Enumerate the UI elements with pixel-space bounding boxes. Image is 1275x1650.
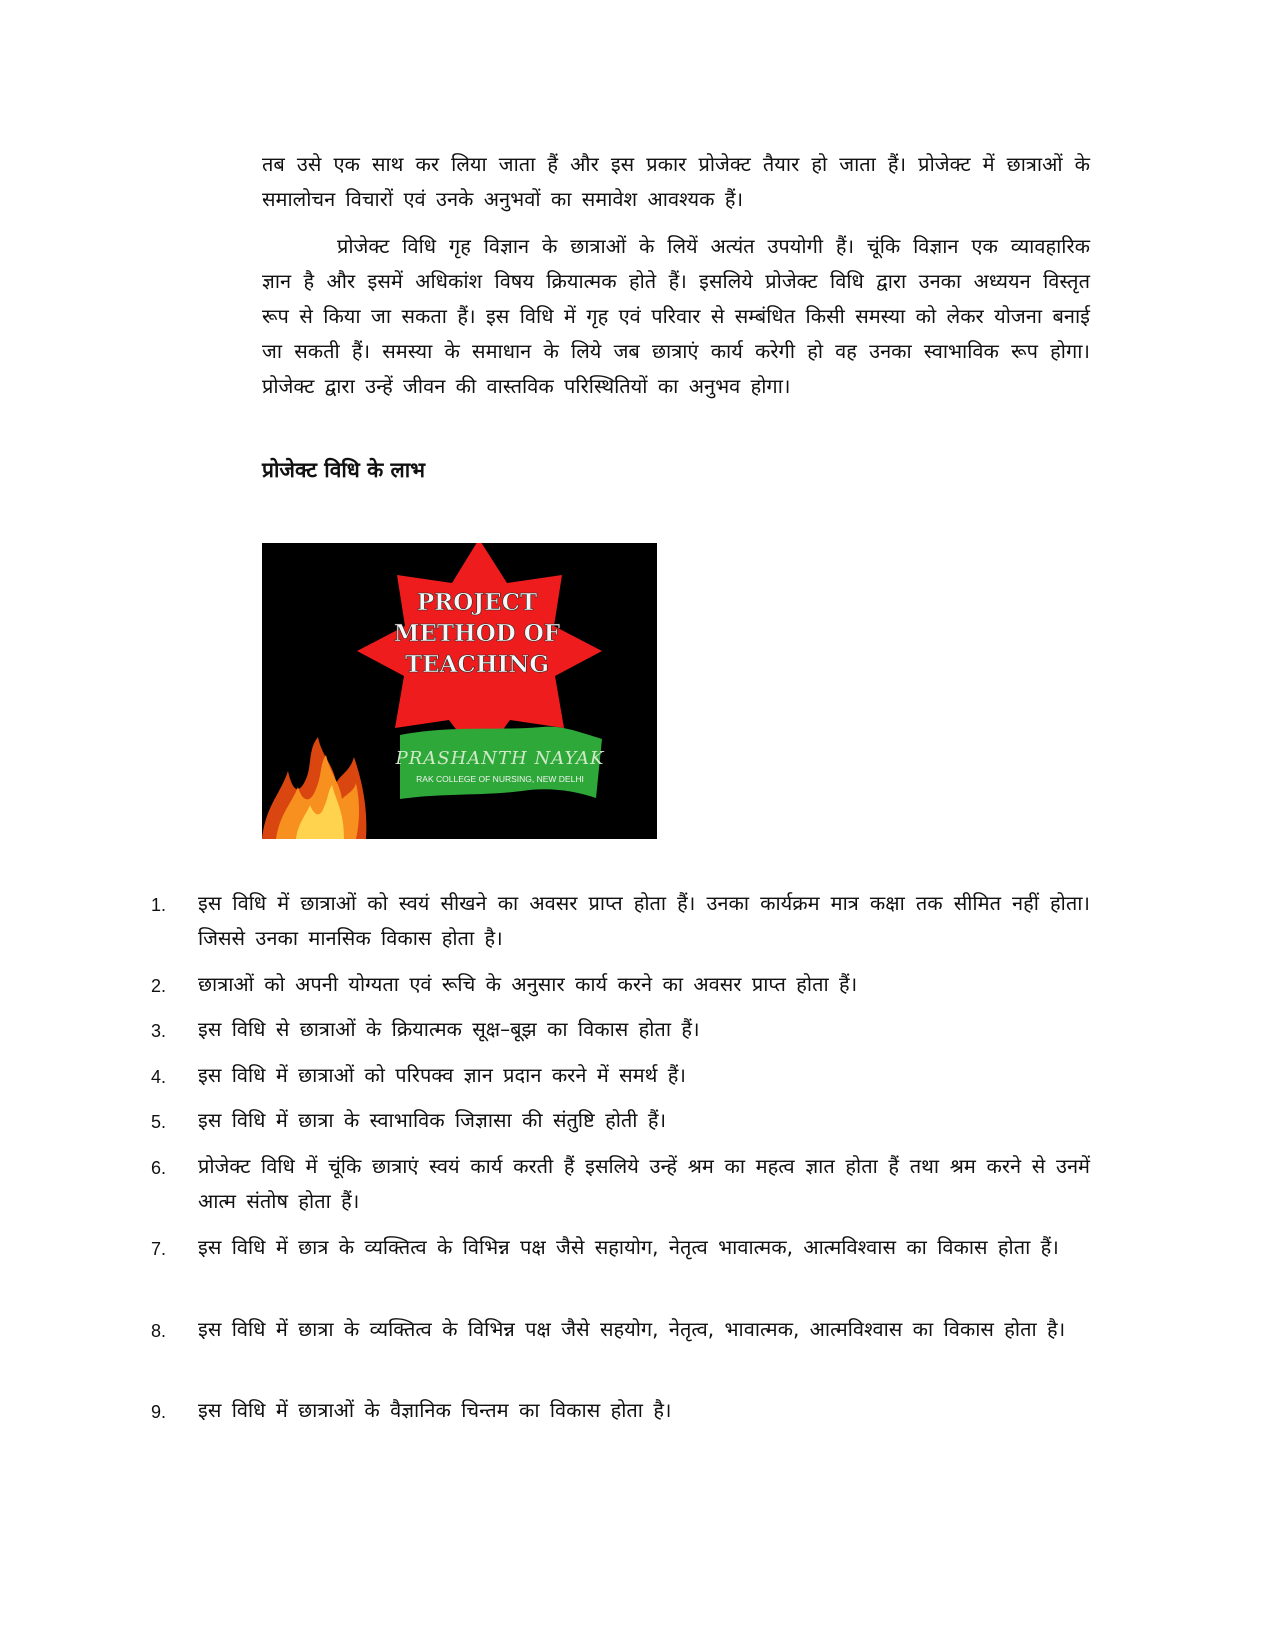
image-title-line-1: PROJECT — [416, 589, 538, 616]
image-title-line-3: TEACHING — [405, 651, 549, 678]
image-affiliation-text: RAK COLLEGE OF NURSING, NEW DELHI — [416, 774, 584, 784]
image-author-text: PRASHANTH NAYAK — [395, 748, 605, 769]
list-item-number: 9. — [151, 1402, 167, 1422]
list-item-text: इस विधि में छात्राओं के वैज्ञानिक चिन्तम का विकास होता है। — [198, 1398, 672, 1422]
list-item-text: इस विधि में छात्रा के व्यक्तित्व के विभिन्न पक्ष जैसे सहयोग, नेतृत्व, भावात्मक, आत्मविश्वास का विकास होता है। — [198, 1317, 1066, 1341]
project-method-graphic — [262, 543, 657, 839]
list-item-number: 8. — [151, 1321, 167, 1341]
list-item-text: छात्राओं को अपनी योग्यता एवं रूचि के अनुसार कार्य करने का अवसर प्राप्त होता हैं। — [198, 972, 858, 996]
paragraph-intro: तब उसे एक साथ कर लिया जाता हैं और इस प्रकार प्रोजेक्ट तैयार हो जाता हैं। प्रोजेक्ट में छात्राओं के समालोचन विचारों एवं उनके अनुभवों का समावेश आवश्यक हैं। — [262, 152, 1090, 211]
project-method-image — [262, 543, 657, 839]
list-item-number: 3. — [151, 1021, 167, 1041]
image-title-line-2: METHOD OF — [393, 620, 561, 647]
list-item-text: इस विधि से छात्राओं के क्रियात्मक सूक्ष–बूझ का विकास होता हैं। — [198, 1017, 700, 1041]
list-item-text: इस विधि में छात्राओं को परिपक्व ज्ञान प्रदान करने में समर्थ हैं। — [198, 1063, 686, 1087]
list-item-text: इस विधि में छात्र के व्यक्तित्व के विभिन्न पक्ष जैसे सहायोग, नेतृत्व भावात्मक, आत्मविश्वास का विकास होता हैं। — [198, 1235, 1059, 1259]
list-item-text: इस विधि में छात्रा के स्वाभाविक जिज्ञासा की संतुष्टि होती हैं। — [198, 1108, 667, 1132]
section-heading: प्रोजेक्ट विधि के लाभ — [262, 458, 425, 482]
list-item-number: 6. — [151, 1158, 167, 1178]
paragraph-project-method: प्रोजेक्ट विधि गृह विज्ञान के छात्राओं के लियें अत्यंत उपयोगी हैं। चूंकि विज्ञान एक व्यावहारिक ज्ञान है और इसमें अधिकांश विषय क्रियात्मक होते हैं। इसलिये प्रोजेक्ट विधि द्वारा उनका अध्ययन विस्तृत रूप से किया जा सकता हैं। इस विधि में गृह एवं परिवार से सम्बंधित किसी समस्या को लेकर योजना बनाई जा सकती हैं। समस्या के समाधान के लिये जब छात्राएं कार्य करेगी हो वह उनका स्वाभाविक रूप होगा। प्रोजेक्ट द्वारा उन्हें जीवन की वास्तविक परिस्थितियों का अनुभव होगा। — [262, 234, 1090, 398]
list-item-number: 1. — [151, 895, 167, 915]
list-item-text: इस विधि में छात्राओं को स्वयं सीखने का अवसर प्राप्त होता हैं। उनका कार्यक्रम मात्र कक्षा तक सीमित नहीं होता। जिससे उनका मानसिक विकास होता है। — [198, 891, 1090, 950]
list-item-number: 7. — [151, 1239, 167, 1259]
list-item-number: 2. — [151, 976, 167, 996]
list-item-number: 4. — [151, 1067, 167, 1087]
list-item-text: प्रोजेक्ट विधि में चूंकि छात्राएं स्वयं कार्य करती हैं इसलिये उन्हें श्रम का महत्व ज्ञात होता हैं तथा श्रम करने से उनमें आत्म संतोष होता हैं। — [198, 1154, 1090, 1213]
list-item-number: 5. — [151, 1112, 167, 1132]
